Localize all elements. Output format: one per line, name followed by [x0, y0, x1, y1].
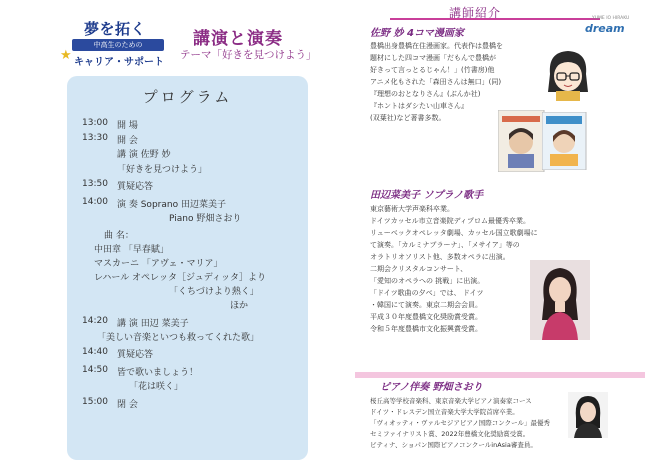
section-divider	[390, 18, 600, 20]
bio-line: 「愛知のオペラへの 挑戦」に出演。	[370, 277, 485, 285]
program-event: 皆で歌いましょう！	[117, 368, 199, 378]
bio-line: セミファイナリスト賞、2022年豊橋文化奨励賞受賞。	[370, 430, 530, 438]
brand-logo: dream	[585, 22, 625, 35]
pianist-portrait	[568, 392, 608, 442]
speaker-bio	[370, 396, 550, 451]
program-event: 閉 会	[117, 400, 138, 410]
bio-line: ピティナ、ショパン国際ピアノコンクールinAsia審査員。	[370, 441, 537, 449]
program-time: 14:40	[82, 347, 108, 357]
program-event: 講 演 田辺 菜美子	[117, 319, 189, 329]
bio-line: ドイツカッセル市立音楽院ディプロム最優秀卒業。	[370, 217, 531, 225]
program-time: 14:50	[82, 365, 108, 375]
bio-line: ドイツ・ドレスデン国立音楽大学大学院首席卒業。	[370, 408, 519, 416]
speaker-name: ピアノ伴奏 野畑さおり	[380, 382, 483, 393]
program-event: 「くちづけより熱く」	[169, 287, 259, 297]
bio-line: 題材にした四コマ漫画「だもんで豊橋が	[370, 54, 496, 62]
program-time: 13:00	[82, 118, 108, 128]
page-title: 講演と演奏	[193, 29, 283, 49]
speaker-name: 田辺菜美子 ソプラノ歌手	[370, 190, 484, 201]
bio-line: 『理想のおとなりさん』(ぶんか社)	[370, 90, 481, 98]
program-event: 「花は咲く」	[129, 382, 184, 392]
right-page	[330, 0, 660, 467]
program-event: Piano 野畑さおり	[169, 214, 242, 224]
logo	[60, 18, 168, 66]
bio-line: 東京藝術大学声楽科卒業。	[370, 205, 454, 213]
bio-line: 『ホントはダシたい山車さん』	[370, 102, 468, 110]
bio-line: 好きって言っとるじゃん！」(竹書房)他	[370, 66, 495, 74]
program-time: 13:50	[82, 179, 108, 189]
program-event: マスカーニ 「アヴェ・マリア」	[94, 259, 223, 269]
program-title: プログラム	[142, 88, 233, 106]
program-event: レハール オペレッタ［ジュディッタ］より	[94, 273, 267, 283]
program-event: ほか	[230, 301, 249, 311]
speaker-bio	[370, 40, 503, 124]
bio-line: 桜丘高等学校音楽科、東京音楽大学ピアノ演奏家コース	[370, 397, 532, 405]
bio-line: (双葉社)など著書多数。	[370, 114, 446, 122]
program-panel	[67, 76, 308, 460]
speaker-name: 佐野 妙 4コマ漫画家	[370, 28, 464, 39]
program-event: 演 奏 Soprano 田辺菜美子	[117, 200, 226, 210]
brand-tagline: YUME IO HIRAKU	[592, 16, 630, 21]
program-event: 「好きを見つけよう」	[117, 165, 208, 175]
program-time: 15:00	[82, 397, 108, 407]
page-theme: テーマ「好きを見つけよう」	[180, 49, 317, 61]
logo-sub-text: キャリア・サポート	[74, 57, 164, 68]
program-event: 開 会	[117, 136, 138, 146]
program-time: 14:00	[82, 197, 108, 207]
section-title: 講師紹介	[449, 6, 502, 20]
program-event: 講 演 佐野 妙	[117, 150, 171, 160]
speaker-bio	[370, 203, 538, 335]
manga-avatar	[542, 46, 594, 106]
program-event: 質疑応答	[117, 350, 154, 360]
bio-line: ・韓国にて演奏。東京二期会会員。	[370, 301, 482, 309]
program-event: 中田章 「早春賦」	[94, 245, 169, 255]
program-event: 「美しい音楽といつも救ってくれた歌」	[97, 333, 260, 343]
book-cover	[498, 110, 546, 176]
program-event: 質疑応答	[117, 182, 154, 192]
bio-line: て演奏。「カルミナブラーナ」、「メサイア」等の	[370, 241, 520, 249]
program-time: 13:30	[82, 133, 108, 143]
logo-main-text: 夢を拓く	[84, 20, 147, 38]
soprano-portrait	[530, 260, 590, 344]
bio-line: 二期会クリスタルコンサート、	[370, 265, 468, 273]
star-icon: ★	[60, 48, 72, 63]
bio-line: 令和５年度豊橋市文化振興賞受賞。	[370, 325, 482, 333]
bio-line: 「ドイツ歌曲の夕べ」では、 ドイツ	[370, 289, 484, 297]
logo-ribbon-text: 中高生のための	[93, 41, 143, 49]
bio-line: アニメ化もされた「森田さんは無口」(同)	[370, 78, 502, 86]
book-cover	[542, 112, 588, 174]
bio-line: 「ヴィオッティ・ヴァルセジアピアノ国際コンクール」最優秀	[370, 419, 551, 427]
bio-line: 豊橋出身豊橋在住漫画家。代表作は豊橋を	[370, 42, 503, 50]
program-event: 開 場	[117, 121, 138, 131]
program-event: 曲 名：	[104, 231, 134, 241]
bio-line: 平成３０年度豊橋文化奨励賞受賞。	[370, 313, 482, 321]
program-time: 14:20	[82, 316, 108, 326]
bio-line: リューベックオペレッタ劇場、カッセル国立歌劇場に	[370, 229, 538, 237]
bio-line: オラトリオソリスト他、多数オペラに出演。	[370, 253, 510, 261]
